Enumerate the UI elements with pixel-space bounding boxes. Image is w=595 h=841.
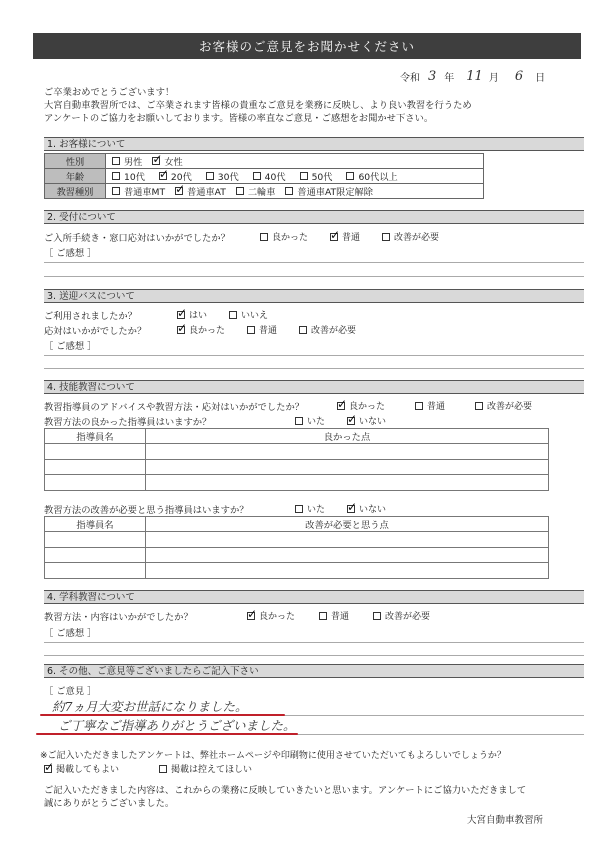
bus-service-good[interactable]: ✓ 良かった <box>177 323 225 336</box>
table-row[interactable] <box>45 444 549 460</box>
bus-comment-label: ［ ご感想 ］ <box>44 341 97 352</box>
reception-question: ご入所手続き・窓口応対はいかがでしたか？ <box>44 233 230 244</box>
bus-usage-yes[interactable]: ✓ はい <box>177 308 207 321</box>
checkbox[interactable] <box>229 311 237 319</box>
checkbox[interactable] <box>475 402 483 410</box>
table-header-row <box>45 517 549 532</box>
checkbox-checked[interactable] <box>177 326 185 334</box>
good-instructor-question: 教習方法の良かった指導員はいますか？ <box>44 417 212 428</box>
instructor-name-header: 指導員名 <box>45 517 146 532</box>
academic-option-normal[interactable]: 普通 <box>319 609 349 622</box>
checkbox[interactable] <box>285 187 293 195</box>
checkbox[interactable] <box>415 402 423 410</box>
checkbox[interactable] <box>300 172 308 180</box>
intro-line: 大宮自動車教習所では、ご卒業されます皆様の貴重なご意見を業務に反映し、より良い教習を行うため <box>44 100 472 111</box>
good-points-header: 良かった点 <box>146 429 549 444</box>
bus-service-question: 応対はいかがでしたか？ <box>44 326 147 337</box>
course-type-row <box>45 184 484 199</box>
closing-text <box>44 784 584 810</box>
checkbox-checked[interactable] <box>175 187 183 195</box>
checkbox-checked[interactable] <box>44 765 52 773</box>
skill-option-good[interactable]: ✓ 良かった <box>337 399 385 412</box>
age-option-60s-plus[interactable]: 60代以上 <box>346 169 397 183</box>
checkbox[interactable] <box>206 172 214 180</box>
table-row[interactable] <box>45 532 549 548</box>
academic-option-good[interactable]: ✓ 良かった <box>247 609 295 622</box>
academic-comment-label: ［ ご感想 ］ <box>44 628 97 639</box>
checkbox[interactable] <box>253 172 261 180</box>
checkbox[interactable] <box>112 172 120 180</box>
course-option-at-limit-removal[interactable]: 普通車AT限定解除 <box>285 184 373 198</box>
checkbox-checked[interactable] <box>247 612 255 620</box>
bus-service-options <box>177 323 366 336</box>
customer-attribute-table <box>44 153 484 199</box>
checkbox[interactable] <box>247 326 255 334</box>
checkbox[interactable] <box>373 612 381 620</box>
date-day: 6 <box>514 68 524 84</box>
instructor-name-header: 指導員名 <box>45 429 146 444</box>
reception-options <box>260 230 449 243</box>
reception-comment-label: ［ ご感想 ］ <box>44 248 97 259</box>
academic-question: 教習方法・内容はいかがでしたか？ <box>44 612 193 623</box>
date-year: 3 <box>428 68 437 84</box>
school-signature: 大宮自動車教習所 <box>467 815 544 826</box>
gender-label: 性別 <box>45 154 106 169</box>
intro-line: ご卒業おめでとうございます！ <box>44 87 175 98</box>
bus-usage-question: ご利用されましたか？ <box>44 311 137 322</box>
section-skill-title: 4. 技能教習について <box>44 380 584 394</box>
age-option-40s[interactable]: 40代 <box>253 169 286 183</box>
date-day-unit: 日 <box>535 72 546 84</box>
improve-instructor-question: 教習方法の改善が必要と思う指導員はいますか？ <box>44 505 249 516</box>
consent-options <box>44 762 262 775</box>
divider <box>44 262 584 263</box>
improve-instructor-no[interactable]: ✓ いない <box>347 502 386 515</box>
divider <box>44 642 584 643</box>
checkbox[interactable] <box>112 157 120 165</box>
checkbox[interactable] <box>346 172 354 180</box>
closing-line: 誠にありがとうございました。 <box>44 798 175 809</box>
checkbox-checked[interactable] <box>337 402 345 410</box>
gender-option-female[interactable]: ✓ 女性 <box>152 154 182 168</box>
date-field <box>400 68 570 84</box>
course-option-motorcycle[interactable]: 二輪車 <box>236 184 276 198</box>
checkbox[interactable] <box>260 233 268 241</box>
reception-option-good[interactable]: 良かった <box>260 230 308 243</box>
date-era: 令和 <box>400 72 420 84</box>
bus-usage-no[interactable]: いいえ <box>229 308 268 321</box>
date-month: 11 <box>466 68 483 84</box>
course-type-label: 教習種別 <box>45 184 106 199</box>
good-instructor-no[interactable]: ✓ いない <box>347 414 386 427</box>
checkbox-checked[interactable] <box>347 417 355 425</box>
age-label: 年齢 <box>45 169 106 184</box>
table-row[interactable] <box>45 547 549 563</box>
improve-instructor-options <box>295 502 396 515</box>
gender-option-male[interactable]: 男性 <box>112 154 142 168</box>
red-underline <box>36 733 298 735</box>
section-other-title: 6. その他、ご意見等ございましたらご記入下さい <box>44 664 584 678</box>
gender-row <box>45 154 484 169</box>
skill-instructor-question: 教習指導員のアドバイスや教習方法・応対はいかがでしたか？ <box>44 402 305 413</box>
divider <box>44 655 584 656</box>
bus-service-normal[interactable]: 普通 <box>247 323 277 336</box>
age-row <box>45 169 484 184</box>
improve-instructor-yes[interactable]: いた <box>295 502 325 515</box>
checkbox[interactable] <box>295 417 303 425</box>
section-academic-title: 4. 学科教習について <box>44 590 584 604</box>
table-row[interactable] <box>45 459 549 475</box>
improve-instructor-table <box>44 516 549 579</box>
skill-option-normal[interactable]: 普通 <box>415 399 445 412</box>
table-header-row <box>45 429 549 444</box>
good-instructor-yes[interactable]: いた <box>295 414 325 427</box>
checkbox[interactable] <box>382 233 390 241</box>
consent-option-decline[interactable]: 掲載は控えてほしい <box>159 762 252 775</box>
divider <box>44 276 584 277</box>
checkbox-checked[interactable] <box>330 233 338 241</box>
checkbox-checked[interactable] <box>177 311 185 319</box>
checkbox[interactable] <box>236 187 244 195</box>
bus-service-needs-improvement[interactable]: 改善が必要 <box>299 323 356 336</box>
academic-option-needs-improvement[interactable]: 改善が必要 <box>373 609 430 622</box>
table-row[interactable] <box>45 475 549 491</box>
checkbox[interactable] <box>295 505 303 513</box>
divider <box>44 355 584 356</box>
checkbox[interactable] <box>112 187 120 195</box>
skill-instructor-options <box>337 399 542 412</box>
section-bus-title: 3. 送迎バスについて <box>44 289 584 303</box>
bus-usage-options <box>177 308 278 321</box>
section-customer-title: 1. お客様について <box>44 137 584 151</box>
age-option-50s[interactable]: 50代 <box>300 169 333 183</box>
form-title: お客様のご意見をお聞かせください <box>33 33 581 59</box>
checkbox-checked[interactable] <box>152 157 160 165</box>
table-row[interactable] <box>45 563 549 579</box>
reception-option-needs-improvement[interactable]: 改善が必要 <box>382 230 439 243</box>
other-comment-label: ［ ご意見 ］ <box>44 686 97 697</box>
date-year-unit: 年 <box>444 72 455 84</box>
section-reception-title: 2. 受付について <box>44 210 584 224</box>
handwritten-comment-line-1: 約7ヵ月大変お世話になりました。 <box>52 699 248 714</box>
good-instructor-table <box>44 428 549 491</box>
reception-option-normal[interactable]: ✓ 普通 <box>330 230 360 243</box>
consent-option-allow[interactable]: ✓ 掲載してもよい <box>44 762 119 775</box>
age-option-30s[interactable]: 30代 <box>206 169 239 183</box>
good-instructor-options <box>295 414 396 427</box>
age-option-20s[interactable]: ✓ 20代 <box>159 169 192 183</box>
date-month-unit: 月 <box>488 72 499 84</box>
skill-option-needs-improvement[interactable]: 改善が必要 <box>475 399 532 412</box>
divider <box>44 368 584 369</box>
intro-line: アンケートのご協力をお願いしております。皆様の率直なご意見・ご感想をお聞かせ下さい。 <box>44 113 434 124</box>
checkbox[interactable] <box>299 326 307 334</box>
age-option-10s[interactable]: 10代 <box>112 169 145 183</box>
course-option-mt[interactable]: 普通車MT <box>112 184 165 198</box>
checkbox-checked[interactable] <box>159 172 167 180</box>
checkbox[interactable] <box>319 612 327 620</box>
academic-options <box>247 609 440 622</box>
intro-text <box>44 86 584 125</box>
consent-question: ※ご記入いただきましたアンケートは、弊社ホームページや印刷物に使用させていただいてもよろしいでしょうか？ <box>40 751 506 761</box>
checkbox-checked[interactable] <box>347 505 355 513</box>
closing-line: ご記入いただきました内容は、これからの業務に反映していきたいと思います。アンケートにご協力いただきまして <box>44 785 527 796</box>
handwritten-comment-line-2: ご丁寧なご指導ありがとうございました。 <box>58 718 296 733</box>
improve-points-header: 改善が必要と思う点 <box>146 517 549 532</box>
course-option-at[interactable]: ✓ 普通車AT <box>175 184 226 198</box>
checkbox[interactable] <box>159 765 167 773</box>
